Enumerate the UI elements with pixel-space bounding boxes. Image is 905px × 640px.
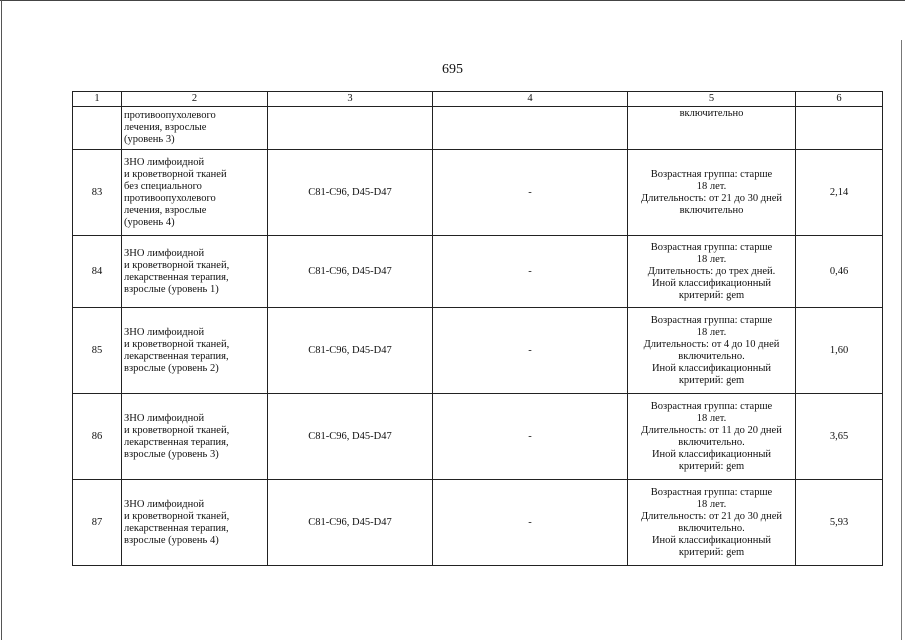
criteria-cell-line: Длительность: от 11 до 20 дней bbox=[641, 424, 782, 436]
group-name-cell-line: (уровень 3) bbox=[124, 134, 175, 145]
criteria-cell bbox=[628, 394, 796, 480]
diagnosis-codes-cell: C81-C96, D45-D47 bbox=[268, 236, 433, 308]
top-border-line bbox=[0, 0, 905, 1]
criteria-cell-line: критерий: gem bbox=[678, 546, 745, 558]
group-name-cell-line: взрослые (уровень 2) bbox=[124, 362, 219, 374]
left-border-line bbox=[1, 0, 2, 640]
column-4-cell bbox=[433, 107, 628, 150]
group-name-cell-line: лечения, взрослые bbox=[124, 122, 207, 133]
group-name-cell-line: ЗНО лимфоидной bbox=[124, 247, 205, 259]
group-name-cell bbox=[122, 150, 268, 236]
criteria-cell-line: Иной классификационный bbox=[651, 448, 772, 460]
group-name-cell-line: взрослые (уровень 1) bbox=[124, 283, 219, 295]
table-row bbox=[73, 480, 883, 566]
right-border-line bbox=[901, 40, 902, 640]
table-row bbox=[73, 236, 883, 308]
row-number-cell: 87 bbox=[73, 480, 122, 566]
group-name-cell-line: и кроветворной тканей, bbox=[124, 259, 230, 271]
criteria-cell-line: 18 лет. bbox=[696, 253, 727, 265]
diagnosis-codes-cell bbox=[268, 107, 433, 150]
criteria-cell-line: Иной классификационный bbox=[651, 277, 772, 289]
criteria-cell-line: включительно. bbox=[678, 522, 745, 534]
criteria-cell-line: критерий: gem bbox=[678, 374, 745, 386]
coefficient-cell: 0,46 bbox=[796, 236, 883, 308]
column-4-cell: - bbox=[433, 150, 628, 236]
diagnosis-codes-cell: C81-C96, D45-D47 bbox=[268, 394, 433, 480]
table-row bbox=[73, 107, 883, 150]
table-row bbox=[73, 308, 883, 394]
coefficient-cell: 3,65 bbox=[796, 394, 883, 480]
group-name-cell-line: ЗНО лимфоидной bbox=[124, 156, 205, 168]
column-header: 1 bbox=[73, 92, 122, 107]
criteria-cell-line: Возрастная группа: старше bbox=[650, 400, 773, 412]
criteria-cell-line: Возрастная группа: старше bbox=[650, 241, 773, 253]
row-number-cell: 83 bbox=[73, 150, 122, 236]
group-name-cell-line: противоопухолевого bbox=[124, 192, 216, 204]
group-name-cell-line: и кроветворной тканей, bbox=[124, 510, 230, 522]
criteria-cell-line: Длительность: от 21 до 30 дней bbox=[640, 510, 783, 522]
group-name-cell-line: ЗНО лимфоидной bbox=[124, 326, 205, 338]
row-number-cell: 84 bbox=[73, 236, 122, 308]
criteria-cell-line: включительно. bbox=[678, 350, 745, 362]
coefficient-cell: 1,60 bbox=[796, 308, 883, 394]
group-name-cell-line: противоопухолевого bbox=[124, 110, 216, 121]
criteria-cell-line: 18 лет. bbox=[696, 326, 727, 338]
coefficient-cell bbox=[796, 107, 883, 150]
row-number-cell: 85 bbox=[73, 308, 122, 394]
column-header: 2 bbox=[122, 92, 268, 107]
group-name-cell bbox=[122, 394, 268, 480]
group-name-cell-line: без специального bbox=[124, 180, 202, 192]
group-name-cell-line: лечения, взрослые bbox=[124, 204, 207, 216]
criteria-cell-line: Длительность: от 21 до 30 дней bbox=[640, 192, 783, 204]
criteria-cell bbox=[628, 107, 796, 150]
group-name-cell-line: и кроветворной тканей, bbox=[124, 338, 230, 350]
page-number: 695 bbox=[442, 62, 463, 77]
criteria-cell-line: критерий: gem bbox=[678, 460, 745, 472]
criteria-cell bbox=[628, 150, 796, 236]
criteria-cell-line: Длительность: от 4 до 10 дней bbox=[643, 338, 780, 350]
criteria-cell-line: Иной классификационный bbox=[651, 534, 772, 546]
criteria-cell bbox=[628, 480, 796, 566]
group-name-cell bbox=[122, 107, 268, 150]
column-4-cell: - bbox=[433, 394, 628, 480]
diagnosis-codes-cell: C81-C96, D45-D47 bbox=[268, 308, 433, 394]
group-name-cell-line: лекарственная терапия, bbox=[124, 271, 229, 283]
group-name-cell-line: и кроветворной тканей, bbox=[124, 424, 230, 436]
column-4-cell: - bbox=[433, 308, 628, 394]
group-name-cell-line: (уровень 4) bbox=[124, 216, 175, 228]
column-header: 3 bbox=[268, 92, 433, 107]
coefficient-cell: 2,14 bbox=[796, 150, 883, 236]
group-name-cell-line: взрослые (уровень 4) bbox=[124, 534, 219, 546]
criteria-cell bbox=[628, 236, 796, 308]
group-name-cell-line: взрослые (уровень 3) bbox=[124, 448, 219, 460]
criteria-cell-line: Длительность: до трех дней. bbox=[647, 265, 776, 277]
table-row bbox=[73, 150, 883, 236]
column-header: 5 bbox=[628, 92, 796, 107]
criteria-cell-line: включительно bbox=[679, 204, 744, 216]
criteria-cell-line: 18 лет. bbox=[696, 412, 727, 424]
table-header-row bbox=[73, 92, 883, 107]
group-name-cell-line: лекарственная терапия, bbox=[124, 522, 229, 534]
diagnosis-codes-cell: C81-C96, D45-D47 bbox=[268, 480, 433, 566]
criteria-cell-line: включительно bbox=[679, 108, 744, 119]
column-4-cell: - bbox=[433, 236, 628, 308]
column-header: 4 bbox=[433, 92, 628, 107]
criteria-cell-line: 18 лет. bbox=[696, 498, 727, 510]
column-header: 6 bbox=[796, 92, 883, 107]
criteria-cell-line: Возрастная группа: старше bbox=[650, 168, 773, 180]
group-name-cell-line: ЗНО лимфоидной bbox=[124, 412, 205, 424]
criteria-cell-line: критерий: gem bbox=[678, 289, 745, 301]
group-name-cell-line: и кроветворной тканей bbox=[124, 168, 227, 180]
group-name-cell-line: лекарственная терапия, bbox=[124, 436, 229, 448]
criteria-cell-line: Иной классификационный bbox=[651, 362, 772, 374]
diagnosis-codes-cell: C81-C96, D45-D47 bbox=[268, 150, 433, 236]
group-name-cell-line: лекарственная терапия, bbox=[124, 350, 229, 362]
group-name-cell bbox=[122, 236, 268, 308]
group-name-cell-line: ЗНО лимфоидной bbox=[124, 498, 205, 510]
criteria-cell-line: 18 лет. bbox=[696, 180, 727, 192]
table-row bbox=[73, 394, 883, 480]
criteria-cell-line: включительно. bbox=[678, 436, 745, 448]
criteria-cell-line: Возрастная группа: старше bbox=[650, 314, 773, 326]
group-name-cell bbox=[122, 308, 268, 394]
criteria-cell-line: Возрастная группа: старше bbox=[650, 486, 773, 498]
row-number-cell bbox=[73, 107, 122, 150]
group-name-cell bbox=[122, 480, 268, 566]
coefficient-cell: 5,93 bbox=[796, 480, 883, 566]
data-table bbox=[72, 91, 883, 566]
column-4-cell: - bbox=[433, 480, 628, 566]
criteria-cell bbox=[628, 308, 796, 394]
row-number-cell: 86 bbox=[73, 394, 122, 480]
